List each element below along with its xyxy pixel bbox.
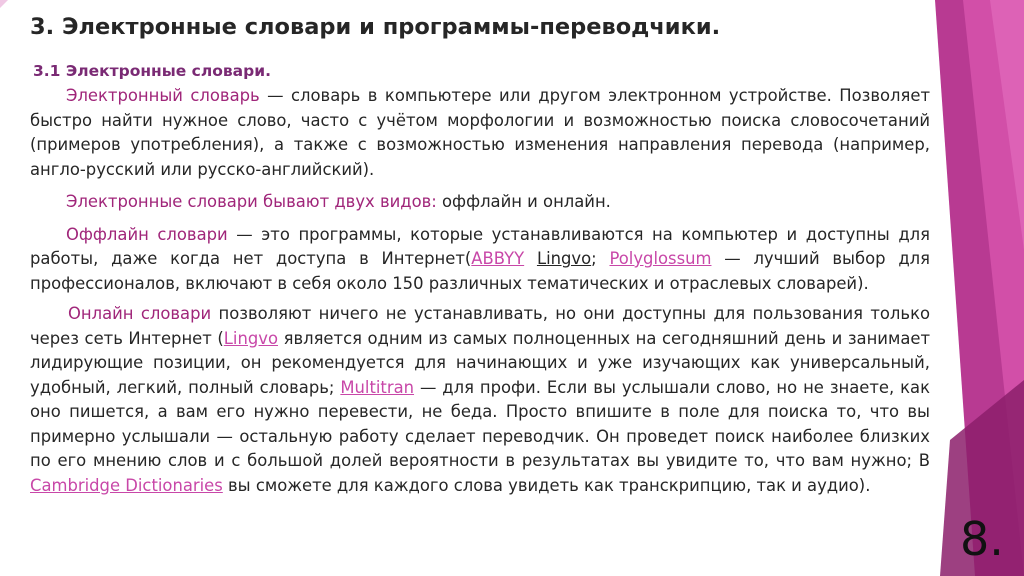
offline-text2: — лучший выбор для профессионалов, включают в себя около 150 различных тематических и отраслевых словарей). (30, 249, 930, 293)
link-cambridge-dictionaries[interactable]: Cambridge Dictionaries (30, 475, 223, 495)
slide-title: 3. Электронные словари и программы-переводчики. (30, 14, 721, 40)
definition-line1: — словарь в компьютере или другом электронном устройстве. (259, 86, 832, 105)
online-text4: вы сможете для каждого слова увидеть как транскрипцию, так и аудио). (222, 475, 871, 495)
section-subtitle: 3.1 Электронные словари. (33, 62, 271, 80)
link-abbyy[interactable]: ABBYY (471, 249, 525, 268)
types-rest: оффлайн и онлайн. (436, 192, 611, 211)
online-text2: является одним из самых полноценных на сегодняшний день и занимает лидирующие позиции, он рекомендуется для начинающих и уже изучающих как универсальный, удобный, легкий, полный словарь; (30, 328, 930, 397)
term-online-dictionaries: Онлайн словари (68, 304, 212, 323)
paragraph-online (30, 302, 930, 498)
slide-body-text (30, 84, 930, 498)
term-electronic-dictionary: Электронный словарь (66, 86, 260, 105)
types-lead: Электронные словари бывают двух видов: (66, 192, 437, 211)
paragraph-definition (30, 84, 930, 182)
slide-number: 8. (960, 512, 1004, 566)
decor-shape-top-left (0, 0, 8, 8)
definition-line2: Позволяет быстро найти нужное слово, часто с учётом морфологии и возможностью поиска словосочетаний (примеров употребления), а также с возможностью изменения направления перевода (например, англо-русский или русско-английский). (30, 86, 931, 179)
online-text1: позволяют ничего не устанавливать, но они доступны для пользования только через сеть Интернет ( (30, 304, 931, 348)
link-polyglossum[interactable]: Polyglossum (609, 249, 712, 268)
link-multitran[interactable]: Multitran (340, 377, 415, 397)
online-text3: — для профи. Если вы услышали слово, но не знаете, как оно пишется, а вам его нужно перевести, не беда. Просто впишите в поле для поиска то, что вы примерно услышали — остальную работу сделает переводчик. Он проведет поиск наиболее близких по его мнению слов и с большой долей вероятности в результатах вы увидите то, что вам нужно; В (30, 377, 931, 470)
offline-sep: ; (591, 249, 610, 268)
paragraph-types (30, 190, 930, 215)
offline-text1: — это программы, которые устанавливаются на компьютер и доступны для работы, даже когда нет доступа в Интернет( (30, 224, 930, 268)
link-lingvo-online[interactable]: Lingvo (223, 328, 278, 348)
term-offline-dictionaries: Оффлайн словари (66, 224, 228, 244)
paragraph-offline (30, 223, 930, 297)
link-lingvo-offline[interactable]: Lingvo (536, 249, 592, 268)
